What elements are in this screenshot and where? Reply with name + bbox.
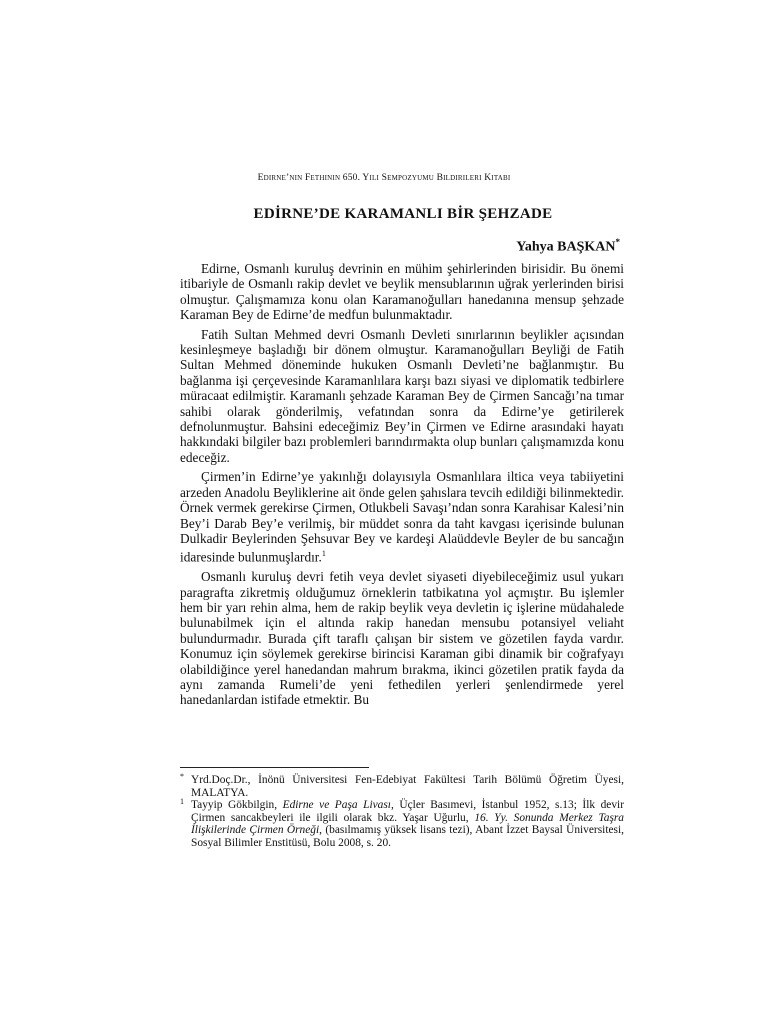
- footnote-1: [180, 799, 624, 849]
- footnote-text: , (basılmamış yüksek lisans tezi), Abant İzzet Baysal Üniversitesi, Sosyal Bilimler Enstitüsü, Bolu 2008, s. 20.: [191, 824, 624, 849]
- footnote-thesis-title: 16. Yy. Sonunda Merkez Taşra İlişkilerinde Çirmen Örneği: [191, 811, 625, 836]
- running-head: Edirne’nin Fethinin 650. Yılı Sempozyumu Bildirileri Kitabı: [257, 173, 511, 183]
- footnote-text: Yrd.Doç.Dr., İnönü Üniversitesi Fen-Edebiyat Fakültesi Tarih Bölümü Öğretim Üyesi, MALATYA.: [191, 774, 624, 799]
- footnote-text: Tayyip Gökbilgin,: [191, 799, 278, 811]
- paragraph: Osmanlı kuruluş devri fetih veya devlet siyaseti diyebileceğimiz usul yukarı paragrafta zikretmiş olduğumuz örneklerin tatbikatına yol açmıştır. Bu işlemler hem bir yarı rehin alma, hem de rakip beylik veya devletin iç işlerine müdahalede bulunabilmek için el altında rakip hanedan mensubu potansiyel veliaht bulundurmadır. Burada çift taraflı çalışan bir sistem ve gözetilen fayda vardır. Konumuz için söylemek gerekirse birincisi Karaman gibi dinamik bir coğrafyayı olabildiğince yerel hanedandan mahrum bırakma, ikinci gözetilen pratik fayda da aynı zamanda Rumeli’de yeni fethedilen yerleri şenlendirmede yerel hanedanlardan istifade etmektir. Bu: [180, 569, 624, 708]
- author-footnote-mark[interactable]: *: [615, 237, 620, 247]
- paragraph: [180, 469, 624, 565]
- article-title: EDİRNE’DE KARAMANLI BİR ŞEHZADE: [253, 206, 553, 222]
- author-line: [516, 237, 620, 256]
- footnote-book-title: Edirne ve Paşa Livası: [282, 799, 391, 811]
- paragraph-text: Çirmen’in Edirne’ye yakınlığı dolayısıyla Osmanlılara iltica veya tabiiyetini arzeden Anadolu Beyliklerine ait önde gelen şahıslara tevcih edildiği bilinmektedir. Örnek vermek gerekirse Çirmen, Otlukbeli Savaşı’ndan sonra Karahisar Kalesi’nin Bey’i Darab Bey’e verilmiş, bir müddet sonra da taht kavgası içerisinde bulunan Dulkadir Beylerinden Şehsuvar Bey ve kardeşi Alaüddevle Beyler de bu sancağın idaresinde bulunmuşlardır.: [180, 469, 624, 565]
- footnote-separator: [180, 767, 369, 768]
- footnote-ref-1[interactable]: 1: [321, 549, 326, 559]
- footnote-mark: *: [180, 772, 184, 781]
- footnote-text: , Üçler Basımevi, İstanbul 1952, s.13; İlk devir Çirmen sancakbeyleri ile ilgili olarak bkz. Yaşar Uğurlu,: [191, 799, 624, 824]
- paragraph: Edirne, Osmanlı kuruluş devrinin en mühim şehirlerinden birisidir. Bu önemi itibariyle de Osmanlı rakip devlet ve beylik mensublarının uğrak yerlerinden birisi olmuştur. Çalışmamıza konu olan Karamanoğulları hanedanına mensup şehzade Karaman Bey de Edirne’de medfun bulunmaktadır.: [180, 261, 624, 323]
- footnote-author: [180, 774, 624, 799]
- paragraph: Fatih Sultan Mehmed devri Osmanlı Devleti sınırlarının beylikler açısından kesinleşmeye başladığı bir dönem olmuştur. Karamanoğulları Beyliği de Fatih Sultan Mehmed döneminde hukuken Osmanlı Devleti’ne bağlanmıştır. Bu bağlanma işi çerçevesinde Karamanlılara karşı bazı siyasi ve diplomatik tedbirlere müracaat edilmiştir. Karamanlı şehzade Karaman Bey de Çirmen Sancağı’na tımar sahibi olarak gönderilmiş, vefatından sonra da Edirne’ye getirilerek defnolunmuştur. Bahsini edeceğimiz Bey’in Çirmen ve Edirne arasındaki hayatı hakkındaki bilgiler bazı problemleri barındırmakta olup bunları çalışmamızda konu edeceğiz.: [180, 326, 624, 465]
- author-name: Yahya BAŞKAN: [516, 239, 616, 255]
- article-body: [180, 261, 624, 712]
- footnotes: [180, 774, 624, 849]
- footnote-mark: 1: [180, 797, 184, 806]
